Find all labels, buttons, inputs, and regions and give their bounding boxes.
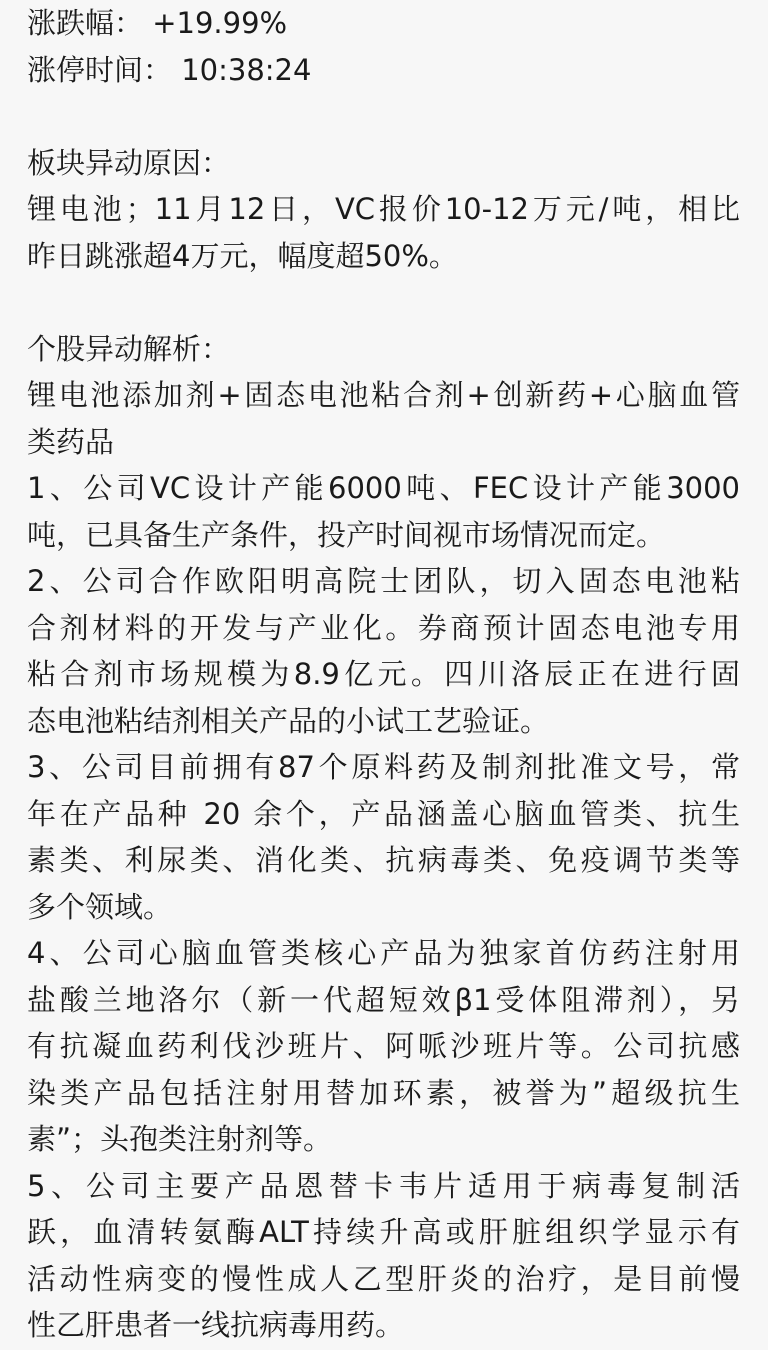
blank-line xyxy=(27,279,740,326)
stock-line: 素”；头孢类注射剂等。 xyxy=(27,1122,333,1156)
stock-line: 2、公司合作欧阳明高院士团队，切入固态电池粘 xyxy=(27,564,740,598)
sector-line: 锂电池；11月12日，VC报价10-12万元/吨，相比 xyxy=(27,192,740,226)
change-pct-line: 涨跌幅： +19.99% xyxy=(27,6,288,40)
stock-line: 粘合剂市场规模为8.9亿元。四川洛辰正在进行固 xyxy=(27,657,740,691)
stock-line: 年在产品种 20 余个，产品涵盖心脑血管类、抗生 xyxy=(27,796,740,831)
blank-line xyxy=(27,93,740,140)
limit-time-line: 涨停时间： 10:38:24 xyxy=(27,52,312,87)
stock-line: 吨，已具备生产条件，投产时间视市场情况而定。 xyxy=(27,517,666,552)
stock-line: 合剂材料的开发与产业化。券商预计固态电池专用 xyxy=(27,610,740,645)
stock-line: 性乙肝患者一线抗病毒用药。 xyxy=(27,1308,405,1342)
stock-line: 素类、利尿类、消化类、抗病毒类、免疫调节类等 xyxy=(27,843,740,877)
stock-line: 盐酸兰地洛尔（新一代超短效β1受体阻滞剂），另 xyxy=(27,982,740,1017)
stock-line: 染类产品包括注射用替加环素，被誉为”超级抗生 xyxy=(27,1075,740,1110)
stock-line: 4、公司心脑血管类核心产品为独家首仿药注射用 xyxy=(27,936,740,970)
stock-heading: 个股异动解析： xyxy=(27,331,231,366)
stock-line: 有抗凝血药利伐沙班片、阿哌沙班片等。公司抗感 xyxy=(27,1029,740,1063)
stock-line: 5、公司主要产品恩替卡韦片适用于病毒复制活 xyxy=(27,1168,740,1203)
stock-line: 3、公司目前拥有87个原料药及制剂批准文号，常 xyxy=(27,750,740,784)
stock-line: 跃，血清转氨酶ALT持续升高或肝脏组织学显示有 xyxy=(27,1215,740,1249)
sector-line: 昨日跳涨超4万元，幅度超50%。 xyxy=(27,238,458,273)
stock-line: 活动性病变的慢性成人乙型肝炎的治疗，是目前慢 xyxy=(27,1261,740,1296)
stock-line: 多个领域。 xyxy=(27,889,173,924)
sector-heading: 板块异动原因： xyxy=(27,145,231,180)
stock-line: 锂电池添加剂+固态电池粘合剂+创新药+心脑血管 xyxy=(27,378,740,412)
stock-line: 类药品 xyxy=(27,424,115,459)
stock-line: 1、公司VC设计产能6000吨、FEC设计产能3000 xyxy=(27,471,740,505)
stock-line: 态电池粘结剂相关产品的小试工艺验证。 xyxy=(27,703,550,738)
